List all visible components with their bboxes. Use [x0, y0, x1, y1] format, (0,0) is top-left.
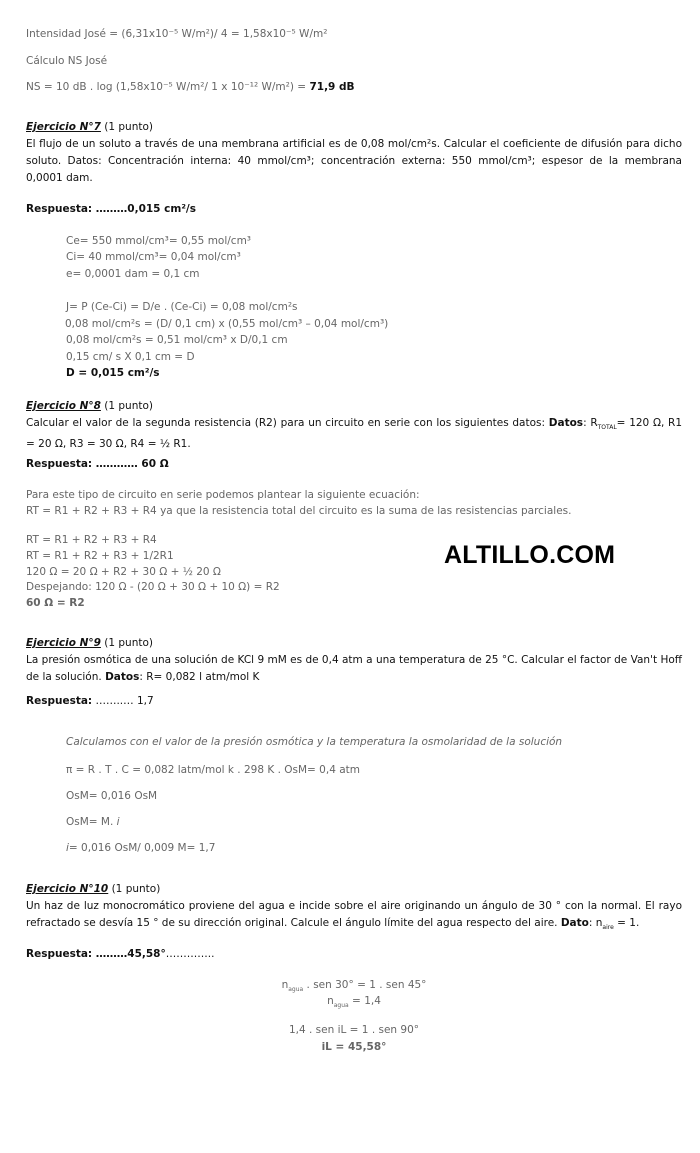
ex8-datos-label: Datos — [548, 417, 584, 429]
ex8-work-2: RT = R1 + R2 + R3 + 1/2R1 — [26, 550, 174, 562]
ex10-statement-a: Un haz de luz monocromático proviene del agua e incide sobre el aire originando un ángulo de 30 ° con la normal. El rayo refractado se desvía 15 ° de su dirección original. Calcule el ángulo límite del agua respecto del aire. — [26, 900, 682, 929]
ex10-points: (1 punto) — [108, 883, 161, 895]
ex9-answer-label: Respuesta: — [26, 695, 93, 707]
ns-formula: NS = 10 dB . log (1,58x10⁻⁵ W/m²/ 1 x 10⁻¹² W/m²) = — [26, 81, 310, 93]
ex10-eq-1-n: n — [281, 979, 289, 991]
ex7-work-1: Ce= 550 mmol/cm³= 0,55 mol/cm³ — [66, 235, 252, 247]
ex10-answer — [26, 948, 214, 960]
ex10-answer-tail: ………….. — [165, 948, 215, 960]
ex10-eq-2-sub: agua — [333, 1002, 349, 1010]
ex10-statement-c: = 1. — [613, 917, 640, 929]
ex10-eq-1 — [26, 979, 682, 993]
ex9-statement-b: : R= 0,082 l atm/mol K — [139, 671, 260, 683]
ex10-result: iL = 45,58° — [321, 1041, 387, 1053]
altillo-watermark: ALTILLO.COM — [444, 541, 616, 569]
ex9-datos-label: Datos — [105, 671, 140, 683]
ex7-answer — [26, 203, 196, 215]
ex9-statement-a: La presión osmótica de una solución de KCl 9 mM es de 0,4 atm a una temperatura de 25 °C. Calcular el factor de Van't Hoff de la solución. — [26, 654, 682, 683]
ex9-work-1: π = R . T . C = 0,082 latm/mol k . 298 K . OsM= 0,4 atm — [66, 764, 360, 776]
ex7-answer-value: ………0,015 cm²/s — [92, 203, 196, 215]
ex10-eq-2-n: n — [327, 995, 334, 1007]
ns-result: 71,9 dB — [309, 81, 355, 93]
ex7-result: D = 0,015 cm²/s — [66, 367, 160, 379]
ex7-work-5: 0,08 mol/cm²s = (D/ 0,1 cm) x (0,55 mol/cm³ – 0,04 mol/cm³) — [65, 318, 389, 330]
ns-formula-line — [26, 81, 355, 93]
ex10-eq-3: 1,4 . sen iL = 1 . sen 90° — [288, 1024, 420, 1036]
ex7-work-2: Ci= 40 mmol/cm³= 0,04 mol/cm³ — [66, 251, 241, 263]
ex9-work-3-a: OsM= M. — [66, 816, 117, 828]
ex7-work-6: 0,08 mol/cm²s = 0,51 mol/cm³ x D/0,1 cm — [66, 334, 288, 346]
ex7-heading — [26, 121, 153, 133]
ex8-answer — [26, 458, 169, 470]
ex9-statement — [26, 652, 682, 686]
ex10-eq-1-rest: . sen 30° = 1 . sen 45° — [303, 979, 427, 991]
ex8-work-4: Despejando: 120 Ω - (20 Ω + 30 Ω + 10 Ω) = R2 — [26, 581, 280, 593]
ex8-answer-value: ………… 60 Ω — [92, 458, 169, 470]
ex7-answer-label: Respuesta: — [26, 203, 93, 215]
ex10-statement — [26, 898, 682, 936]
ex8-statement-c: = 120 Ω, R1 = 20 Ω, R3 = 30 Ω, R4 = ½ R1. — [26, 417, 683, 451]
ex10-eq-2-rest: = 1,4 — [348, 995, 381, 1007]
ex10-datos-label: Dato — [560, 917, 589, 929]
ex10-statement-b: : n — [588, 917, 603, 929]
ex10-answer-value: ………45,58° — [92, 948, 166, 960]
ex10-title: Ejercicio N°10 — [26, 883, 109, 895]
ex7-work-3: e= 0,0001 dam = 0,1 cm — [66, 268, 200, 280]
ex8-work-1: RT = R1 + R2 + R3 + R4 — [26, 534, 157, 546]
ex9-work-4-b: = 0,016 OsM/ 0,009 M= 1,7 — [68, 842, 216, 854]
ex9-work-4 — [66, 842, 215, 854]
intensidad-line: Intensidad José = (6,31x10⁻⁵ W/m²)/ 4 = 1,58x10⁻⁵ W/m² — [26, 28, 328, 40]
ex8-work-3: 120 Ω = 20 Ω + R2 + 30 Ω + ½ 20 Ω — [26, 566, 221, 578]
ex7-statement: El flujo de un soluto a través de una membrana artificial es de 0,08 mol/cm²s. Calcular el coeficiente de difusión para dicho soluto. Datos: Concentración interna: 40 mmol/cm³; concentración externa: 550 mmol/cm³; espesor de la membrana 0,0001 dam. — [26, 138, 682, 184]
ex8-answer-label: Respuesta: — [26, 458, 93, 470]
ex8-explain-2: RT = R1 + R2 + R3 + R4 ya que la resistencia total del circuito es la suma de las resistencias parciales. — [26, 505, 572, 517]
ex9-work-4-a: i — [66, 842, 69, 854]
ex9-work-3-b: i — [116, 816, 120, 828]
ex10-sub-aire: aire — [602, 924, 614, 932]
ex8-result: 60 Ω = R2 — [26, 597, 85, 609]
ex10-eq-2 — [26, 995, 682, 1009]
ex9-work-2: OsM= 0,016 OsM — [66, 790, 158, 802]
ex9-answer-value: ……..… 1,7 — [92, 695, 154, 707]
ex10-eq-1-sub: agua — [288, 986, 304, 994]
ex9-work-3 — [66, 816, 120, 828]
ex8-sub-total: TOTAL — [597, 424, 617, 432]
ex8-statement-a: Calcular el valor de la segunda resistencia (R2) para un circuito en serie con los siguientes datos: — [26, 417, 549, 429]
ex8-heading — [26, 400, 153, 412]
ex9-heading — [26, 637, 153, 649]
calculo-ns-line: Cálculo NS José — [26, 55, 108, 67]
ex8-statement-b: : R — [583, 417, 598, 429]
ex9-title: Ejercicio N°9 — [26, 637, 101, 649]
ex8-points: (1 punto) — [100, 400, 154, 412]
ex8-statement — [26, 415, 682, 453]
ex10-heading — [26, 883, 160, 895]
ex8-explain-1: Para este tipo de circuito en serie podemos plantear la siguiente ecuación: — [26, 489, 420, 501]
ex7-points: (1 punto) — [100, 121, 154, 133]
ex9-points: (1 punto) — [100, 637, 154, 649]
ex10-answer-label: Respuesta: — [26, 948, 93, 960]
ex9-intro: Calculamos con el valor de la presión osmótica y la temperatura la osmolaridad de la solución — [66, 736, 563, 748]
ex7-work-7: 0,15 cm/ s X 0,1 cm = D — [66, 351, 195, 363]
ex9-answer — [26, 695, 154, 707]
ex7-title: Ejercicio N°7 — [26, 121, 101, 133]
ex8-title: Ejercicio N°8 — [26, 400, 101, 412]
ex7-work-4: J= P (Ce-Ci) = D/e . (Ce-Ci) = 0,08 mol/cm²s — [66, 301, 298, 313]
